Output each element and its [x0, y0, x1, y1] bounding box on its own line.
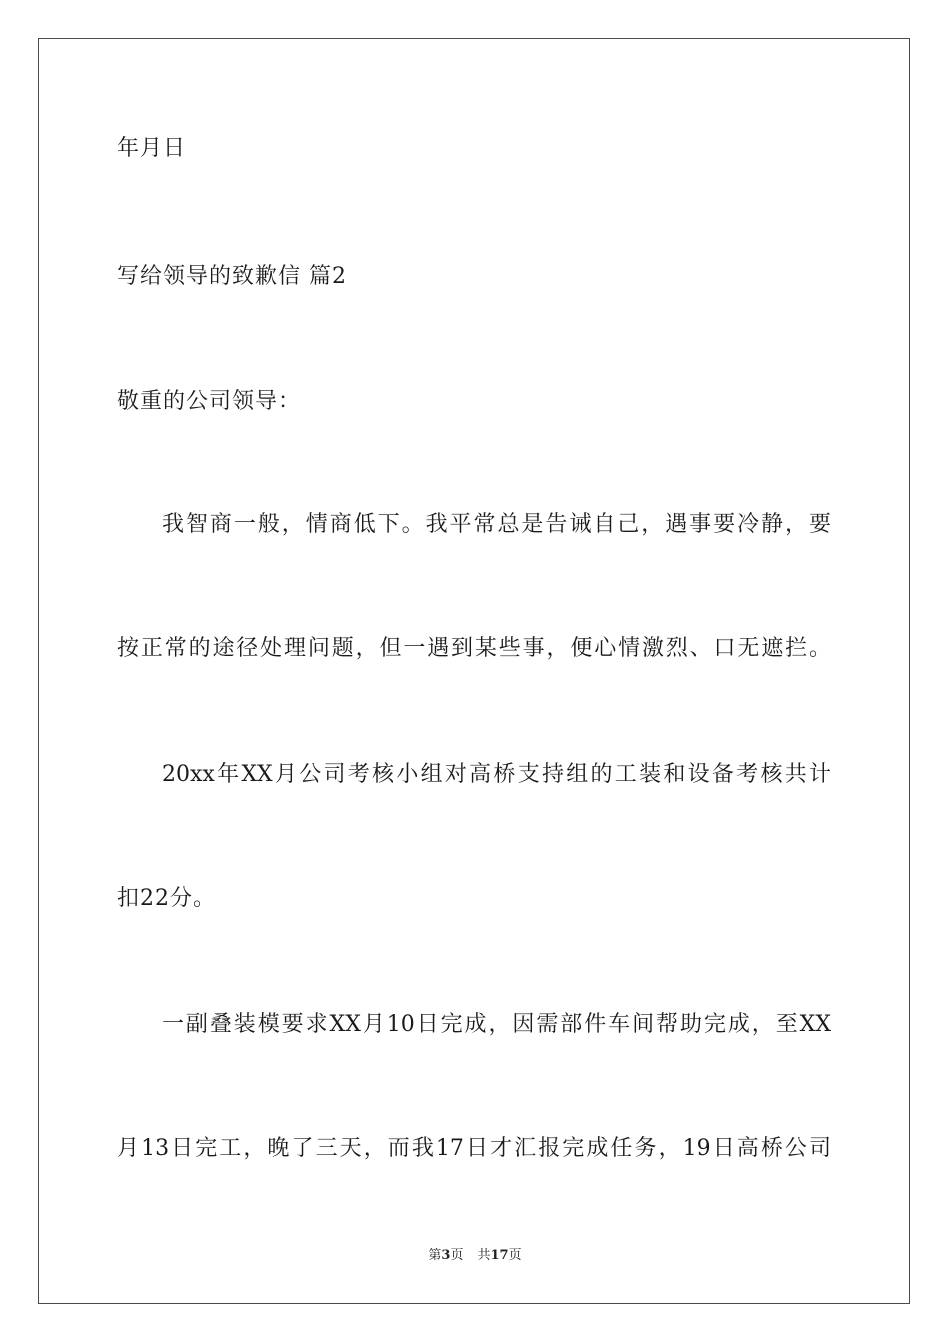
- paragraph-3-line-2: 月13日完工，晚了三天，而我17日才汇报完成任务，19日高桥公司: [117, 1136, 831, 1161]
- date-line: 年月日: [117, 136, 187, 161]
- total-suffix: 页: [508, 1248, 522, 1263]
- total-pages: 17: [490, 1248, 509, 1263]
- salutation: 敬重的公司领导：: [117, 389, 302, 414]
- page-suffix: 页: [450, 1248, 464, 1263]
- paragraph-1-line-1: 我智商一般，情商低下。我平常总是告诫自己，遇事要冷静，要: [162, 512, 831, 537]
- paragraph-3-line-1: 一副叠装模要求XX月10日完成，因需部件车间帮助完成，至XX: [162, 1012, 831, 1037]
- paragraph-1-line-2: 按正常的途径处理问题，但一遇到某些事，便心情激烈、口无遮拦。: [117, 636, 831, 661]
- page-footer: [0, 1247, 950, 1265]
- section-title: 写给领导的致歉信 篇2: [117, 264, 347, 289]
- total-prefix: 共: [477, 1248, 491, 1263]
- page-prefix: 第: [428, 1248, 442, 1263]
- paragraph-2-line-1: 20xx年XX月公司考核小组对高桥支持组的工装和设备考核共计: [162, 762, 831, 787]
- page-number: 3: [441, 1248, 451, 1263]
- page-border: [38, 38, 910, 1304]
- paragraph-2-line-2: 扣22分。: [117, 886, 216, 911]
